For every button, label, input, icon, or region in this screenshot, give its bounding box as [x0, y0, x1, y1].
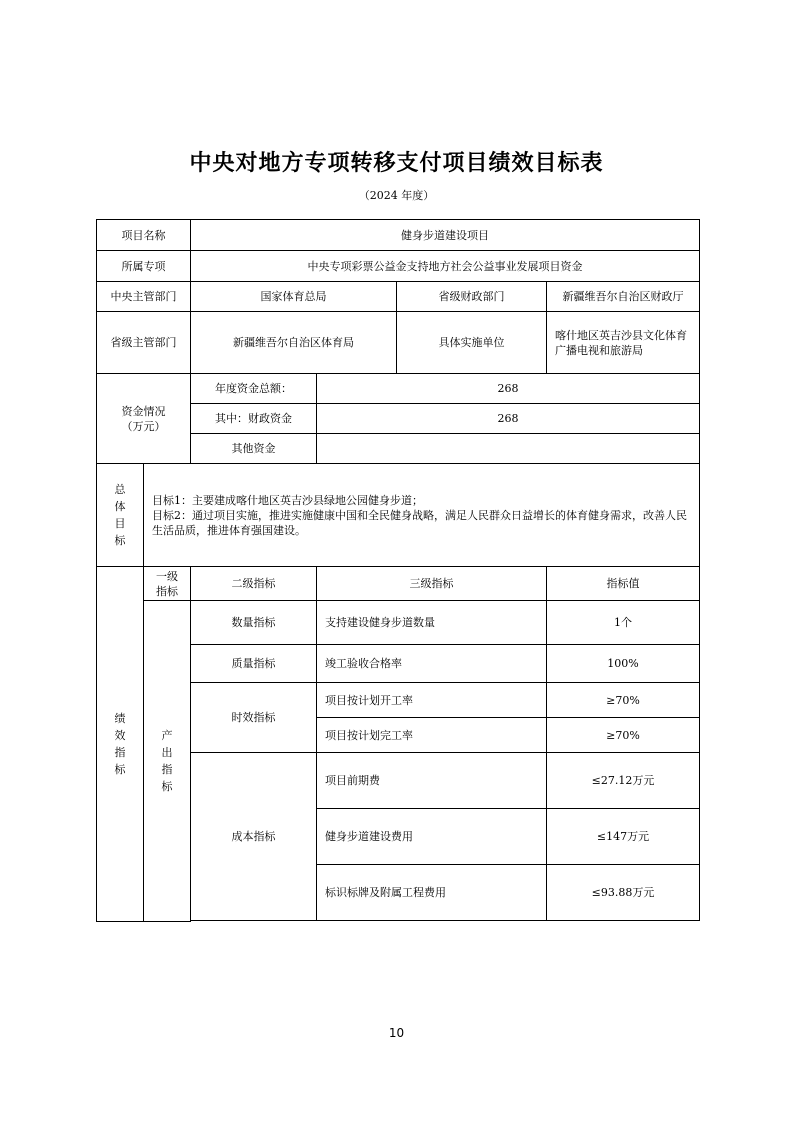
- goal-line-2: 目标2：通过项目实施，推进实施健康中国和全民健身战略，满足人民群众日益增长的体育健身需求，改善人民生活品质，推进体育强国建设。: [152, 508, 687, 537]
- funds-fiscal-label: 其中：财政资金: [191, 404, 317, 434]
- header-level3: 三级指标: [317, 567, 547, 601]
- filler-cell: [547, 921, 700, 922]
- provincial-dept-label: 省级主管部门: [97, 312, 191, 374]
- funds-other-label: 其他资金: [191, 434, 317, 464]
- output-indicator-label: 产出指标: [144, 601, 191, 922]
- central-dept-label: 中央主管部门: [97, 282, 191, 312]
- provincial-row: [97, 312, 700, 374]
- header-level2: 二级指标: [191, 567, 317, 601]
- level3-item: 竣工验收合格率: [317, 645, 547, 683]
- indicator-value: ≤93.88万元: [547, 865, 700, 921]
- header-level1: 一级指标: [144, 567, 191, 601]
- funds-label-line2: （万元）: [121, 419, 166, 433]
- level3-item: 标识标牌及附属工程费用: [317, 865, 547, 921]
- level3-item: 项目前期费: [317, 753, 547, 809]
- funds-fiscal-value: 268: [317, 404, 700, 434]
- central-dept-value: 国家体育总局: [191, 282, 397, 312]
- header-value: 指标值: [547, 567, 700, 601]
- level3-item: 健身步道建设费用: [317, 809, 547, 865]
- goals-label: 总体目标: [97, 464, 144, 567]
- filler-cell: [317, 921, 547, 922]
- level3-item: 支持建设健身步道数量: [317, 601, 547, 645]
- funds-label-line1: 资金情况: [121, 404, 166, 418]
- project-name-value: 健身步道建设项目: [191, 220, 700, 251]
- department-row: [97, 282, 700, 312]
- indicator-value: ≥70%: [547, 683, 700, 718]
- page-subtitle: （2024 年度）: [358, 189, 435, 202]
- funds-total-row: [97, 374, 700, 404]
- indicator-value: ≤27.12万元: [547, 753, 700, 809]
- indicator-value: 1个: [547, 601, 700, 645]
- goals-row: [97, 464, 700, 567]
- level3-item: 项目按计划完工率: [317, 718, 547, 753]
- indicator-header-row: [97, 567, 700, 601]
- goal-line-1: 目标1：主要建成喀什地区英吉沙县绿地公园健身步道；: [152, 493, 423, 507]
- filler-cell: [191, 921, 317, 922]
- table-row: [97, 601, 700, 645]
- level2-timeliness: 时效指标: [191, 683, 317, 753]
- funds-other-value: [317, 434, 700, 464]
- special-item-value: 中央专项彩票公益金支持地方社会公益事业发展项目资金: [191, 251, 700, 282]
- indicator-value: ≥70%: [547, 718, 700, 753]
- level3-item: 项目按计划开工率: [317, 683, 547, 718]
- provincial-dept-value: 新疆维吾尔自治区体育局: [191, 312, 397, 374]
- level2-quantity: 数量指标: [191, 601, 317, 645]
- implementer-label: 具体实施单位: [397, 312, 547, 374]
- indicator-value: ≤147万元: [547, 809, 700, 865]
- level2-quality: 质量指标: [191, 645, 317, 683]
- performance-table: [96, 219, 700, 922]
- provincial-finance-label: 省级财政部门: [397, 282, 547, 312]
- provincial-finance-value: 新疆维吾尔自治区财政厅: [547, 282, 700, 312]
- indicators-label: 绩效指标: [97, 567, 144, 922]
- implementer-value: 喀什地区英吉沙县文化体育广播电视和旅游局: [547, 312, 700, 374]
- funds-total-label: 年度资金总额：: [191, 374, 317, 404]
- level2-cost: 成本指标: [191, 753, 317, 921]
- special-item-row: [97, 251, 700, 282]
- special-item-label: 所属专项: [97, 251, 191, 282]
- project-name-label: 项目名称: [97, 220, 191, 251]
- indicator-value: 100%: [547, 645, 700, 683]
- project-name-row: [97, 220, 700, 251]
- page-number: 10: [388, 1026, 405, 1040]
- goals-text: [144, 464, 700, 567]
- funds-total-value: 268: [317, 374, 700, 404]
- page-title: 中央对地方专项转移支付项目绩效目标表: [189, 150, 604, 176]
- funds-label: [97, 374, 191, 464]
